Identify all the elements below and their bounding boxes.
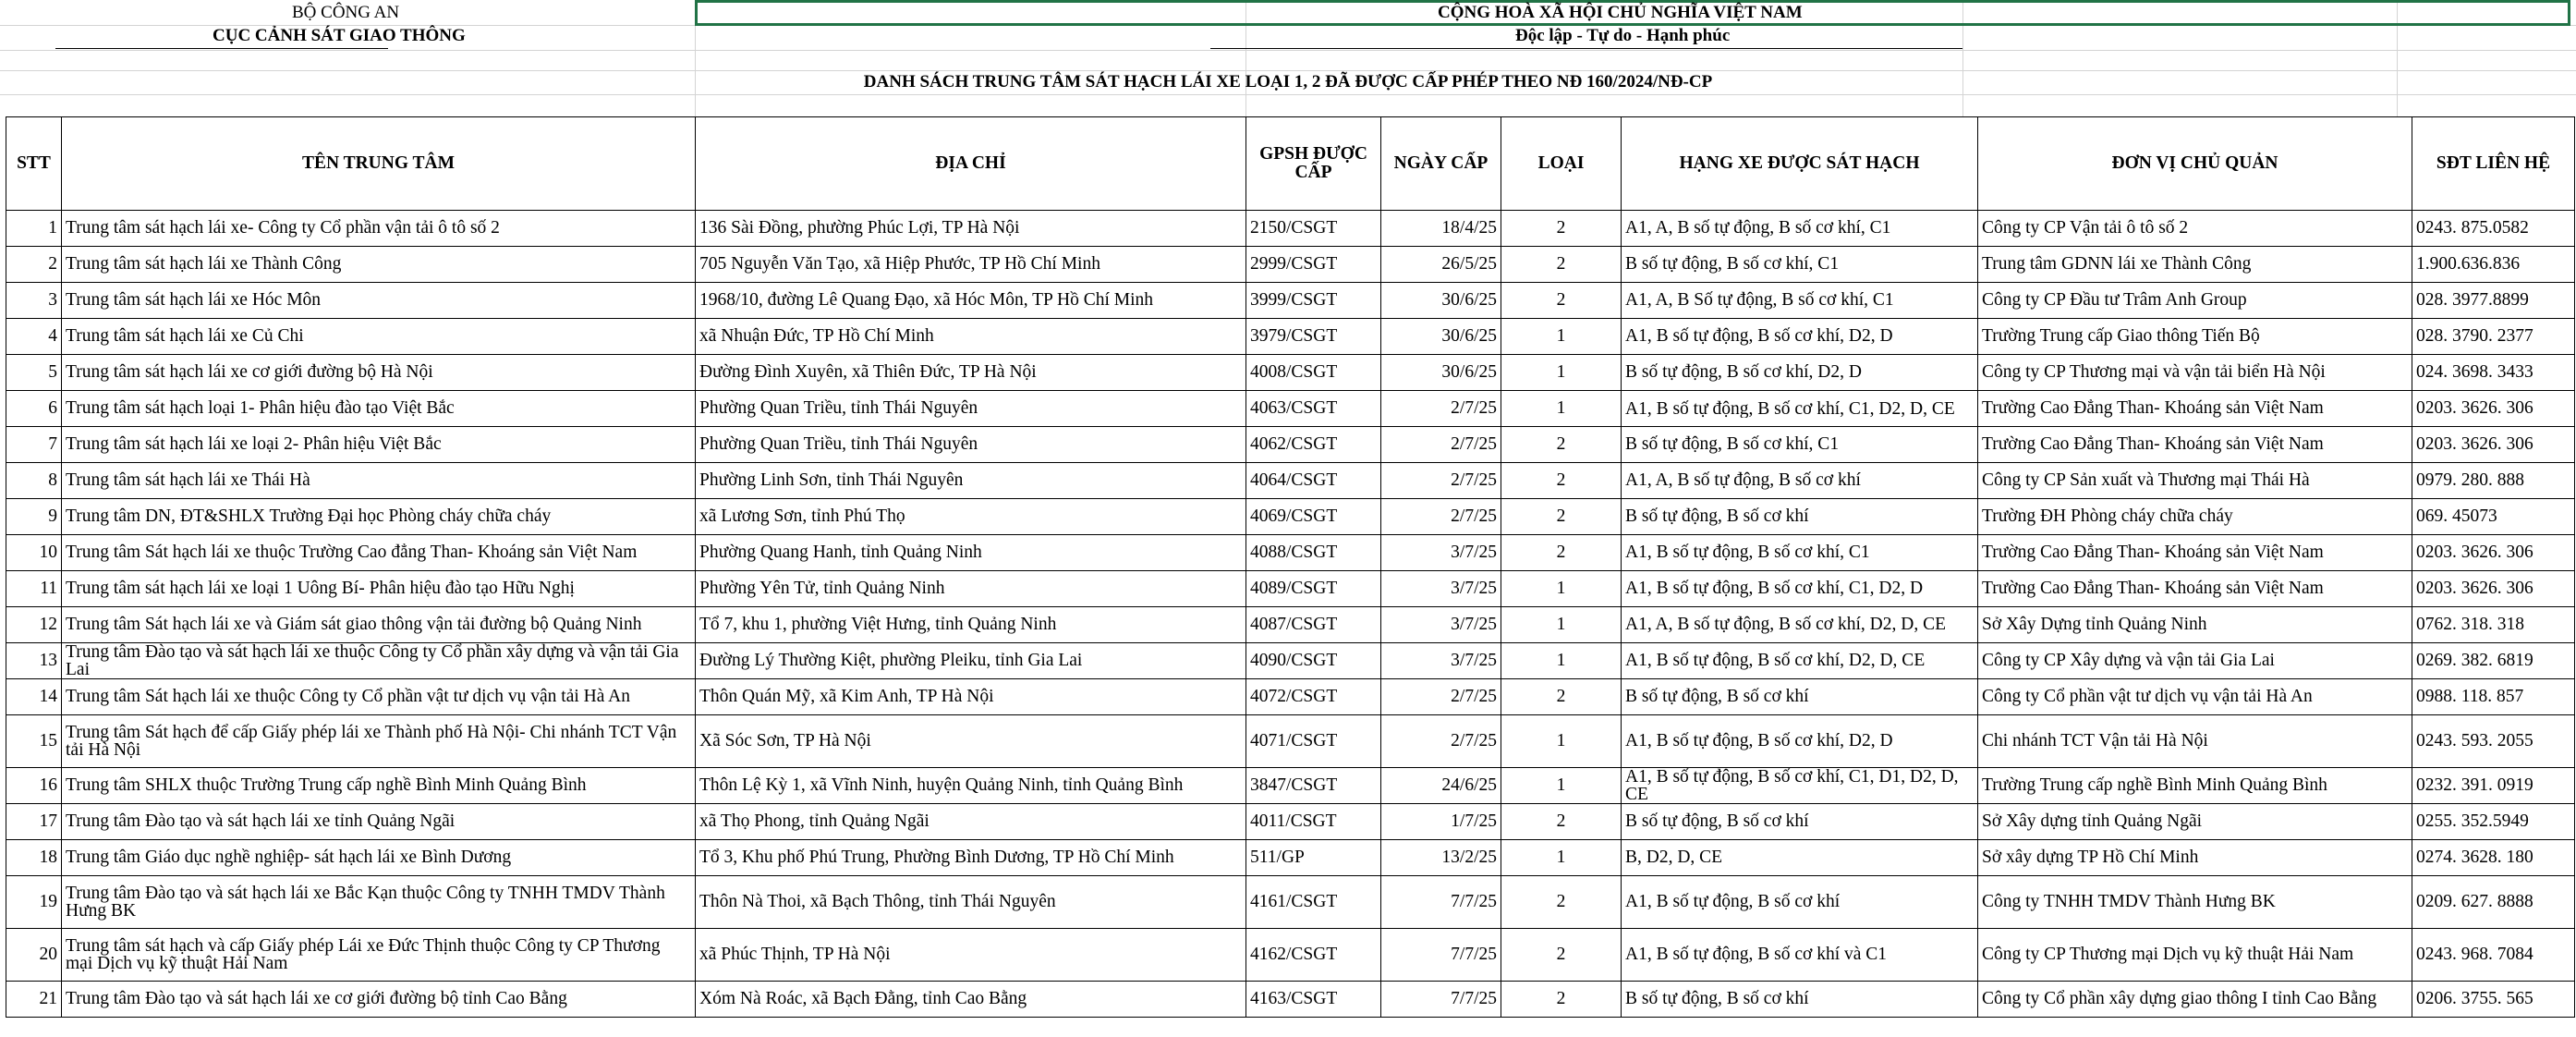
cell-address[interactable]: Thôn Nà Thoi, xã Bạch Thông, tỉnh Thái Nguyên [696, 876, 1246, 929]
cell-stt[interactable]: 16 [6, 768, 62, 804]
cell-type[interactable]: 2 [1501, 929, 1622, 982]
cell-name[interactable]: Trung tâm sát hạch lái xe loại 2- Phân hiệu Việt Bắc [62, 427, 696, 463]
cell-classes[interactable]: B số tự động, B số cơ khí [1622, 679, 1978, 715]
cell-permit[interactable]: 4008/CSGT [1246, 355, 1381, 391]
cell-name[interactable]: Trung tâm Sát hạch lái xe thuộc Công ty Cổ phần vật tư dịch vụ vận tải Hà An [62, 679, 696, 715]
cell-date[interactable]: 30/6/25 [1381, 355, 1501, 391]
cell-classes[interactable] [1622, 391, 1978, 427]
department-underline [55, 48, 388, 49]
cell-address[interactable]: xã Phúc Thịnh, TP Hà Nội [696, 929, 1246, 982]
cell-stt[interactable]: 5 [6, 355, 62, 391]
cell-address[interactable]: Xóm Nà Roác, xã Bạch Đằng, tỉnh Cao Bằng [696, 982, 1246, 1018]
cell-permit[interactable]: 4163/CSGT [1246, 982, 1381, 1018]
cell-phone[interactable]: 1.900.636.836 [2412, 247, 2575, 283]
cell-owner[interactable]: Chi nhánh TCT Vận tải Hà Nội [1978, 715, 2412, 768]
table-row [6, 211, 2575, 247]
cell-type[interactable]: 2 [1501, 982, 1622, 1018]
cell-address[interactable]: 1968/10, đường Lê Quang Đạo, xã Hóc Môn, TP Hồ Chí Minh [696, 283, 1246, 319]
document-title: DANH SÁCH TRUNG TÂM SÁT HẠCH LÁI XE LOẠI 1, 2 ĐÃ ĐƯỢC CẤP PHÉP THEO NĐ 160/2024/NĐ-CP [863, 72, 1713, 92]
cell-classes[interactable]: A1, B số tự động, B số cơ khí, D2, D, CE [1622, 643, 1978, 679]
cell-phone[interactable]: 0243. 968. 7084 [2412, 929, 2575, 982]
col-stt[interactable]: STT [6, 117, 62, 211]
cell-type[interactable]: 2 [1501, 499, 1622, 535]
cell-address[interactable]: Đường Đình Xuyên, xã Thiên Đức, TP Hà Nội [696, 355, 1246, 391]
cell-permit[interactable]: 4087/CSGT [1246, 607, 1381, 643]
cell-owner[interactable]: Công ty CP Thương mại và vận tải biển Hà Nội [1978, 355, 2412, 391]
cell-classes-text: A1, B số tự động, B số cơ khí, C1, D1, D2, D, CE [1625, 768, 1959, 803]
cell-phone[interactable]: 0274. 3628. 180 [2412, 840, 2575, 876]
cell-type[interactable]: 2 [1501, 535, 1622, 571]
table-row [6, 499, 2575, 535]
cell-owner[interactable]: Công ty CP Đầu tư Trâm Anh Group [1978, 283, 2412, 319]
ministry-name: BỘ CÔNG AN [292, 3, 400, 22]
col-name[interactable]: TÊN TRUNG TÂM [62, 117, 696, 211]
cell-classes[interactable]: A1, B số tự động, B số cơ khí, C1, D2, D [1622, 571, 1978, 607]
cell-owner[interactable]: Công ty CP Vận tải ô tô số 2 [1978, 211, 2412, 247]
cell-address[interactable]: Tổ 3, Khu phố Phú Trung, Phường Bình Dương, TP Hồ Chí Minh [696, 840, 1246, 876]
table-row [6, 643, 2575, 679]
cell-phone[interactable]: 069. 45073 [2412, 499, 2575, 535]
cell-permit[interactable]: 4072/CSGT [1246, 679, 1381, 715]
cell-owner[interactable]: Trường Cao Đẳng Than- Khoáng sản Việt Nam [1978, 427, 2412, 463]
cell-date[interactable]: 30/6/25 [1381, 319, 1501, 355]
cell-permit[interactable]: 3999/CSGT [1246, 283, 1381, 319]
cell-stt[interactable]: 19 [6, 876, 62, 929]
cell-name[interactable]: Trung tâm sát hạch loại 1- Phân hiệu đào tạo Việt Bắc [62, 391, 696, 427]
cell-date[interactable]: 2/7/25 [1381, 391, 1501, 427]
cell-phone[interactable]: 028. 3977.8899 [2412, 283, 2575, 319]
cell-classes[interactable]: B số tự động, B số cơ khí [1622, 982, 1978, 1018]
cell-owner[interactable]: Sở xây dựng TP Hồ Chí Minh [1978, 840, 2412, 876]
cell-stt[interactable]: 14 [6, 679, 62, 715]
cell-permit[interactable]: 4089/CSGT [1246, 571, 1381, 607]
cell-date[interactable]: 2/7/25 [1381, 679, 1501, 715]
cell-permit[interactable]: 4088/CSGT [1246, 535, 1381, 571]
cell-type[interactable]: 2 [1501, 679, 1622, 715]
cell-address[interactable]: Phường Quan Triều, tỉnh Thái Nguyên [696, 391, 1246, 427]
cell-name[interactable]: Trung tâm Đào tạo và sát hạch lái xe tỉnh Quảng Ngãi [62, 804, 696, 840]
cell-owner[interactable]: Trường ĐH Phòng cháy chữa cháy [1978, 499, 2412, 535]
table-row [6, 535, 2575, 571]
cell-phone[interactable]: 0269. 382. 6819 [2412, 643, 2575, 679]
cell-phone[interactable]: 0762. 318. 318 [2412, 607, 2575, 643]
cell-stt[interactable]: 13 [6, 643, 62, 679]
cell-classes[interactable]: B số tự động, B số cơ khí, D2, D [1622, 355, 1978, 391]
cell-classes[interactable]: A1, A, B số tự động, B số cơ khí, C1 [1622, 211, 1978, 247]
cell-classes[interactable]: B, D2, D, CE [1622, 840, 1978, 876]
cell-stt[interactable]: 2 [6, 247, 62, 283]
cell-classes[interactable] [1622, 768, 1978, 804]
cell-classes[interactable]: B số tự động, B số cơ khí, C1 [1622, 247, 1978, 283]
cell-stt[interactable]: 11 [6, 571, 62, 607]
cell-address[interactable]: xã Lương Sơn, tỉnh Phú Thọ [696, 499, 1246, 535]
cell-stt[interactable]: 8 [6, 463, 62, 499]
table-row [6, 876, 2575, 929]
cell-type[interactable]: 1 [1501, 571, 1622, 607]
cell-type[interactable]: 2 [1501, 876, 1622, 929]
cell-permit[interactable]: 4062/CSGT [1246, 427, 1381, 463]
table-row [6, 571, 2575, 607]
cell-phone[interactable]: 0243. 593. 2055 [2412, 715, 2575, 768]
cell-address[interactable]: Phường Quan Triều, tỉnh Thái Nguyên [696, 427, 1246, 463]
cell-permit[interactable]: 4090/CSGT [1246, 643, 1381, 679]
cell-stt[interactable]: 15 [6, 715, 62, 768]
cell-permit[interactable]: 511/GP [1246, 840, 1381, 876]
cell-classes[interactable]: B số tự động, B số cơ khí [1622, 499, 1978, 535]
table-row [6, 319, 2575, 355]
cell-type[interactable]: 2 [1501, 211, 1622, 247]
cell-type[interactable]: 1 [1501, 355, 1622, 391]
cell-phone[interactable]: 0203. 3626. 306 [2412, 535, 2575, 571]
cell-date[interactable]: 30/6/25 [1381, 283, 1501, 319]
cell-owner[interactable]: Công ty Cổ phần xây dựng giao thông I tỉnh Cao Bằng [1978, 982, 2412, 1018]
cell-address[interactable]: Thôn Quán Mỹ, xã Kim Anh, TP Hà Nội [696, 679, 1246, 715]
cell-owner[interactable]: Trường Cao Đẳng Than- Khoáng sản Việt Nam [1978, 391, 2412, 427]
cell-stt[interactable]: 1 [6, 211, 62, 247]
cell-type[interactable]: 2 [1501, 463, 1622, 499]
cell-type[interactable]: 1 [1501, 319, 1622, 355]
cell-permit[interactable]: 2150/CSGT [1246, 211, 1381, 247]
cell-classes[interactable]: A1, B số tự động, B số cơ khí, D2, D [1622, 715, 1978, 768]
cell-name[interactable]: Trung tâm Đào tạo và sát hạch lái xe Bắc Kạn thuộc Công ty TNHH TMDV Thành Hưng BK [62, 876, 696, 929]
cell-phone[interactable]: 0988. 118. 857 [2412, 679, 2575, 715]
cell-type[interactable]: 1 [1501, 643, 1622, 679]
cell-owner[interactable]: Trường Cao Đẳng Than- Khoáng sản Việt Nam [1978, 571, 2412, 607]
cell-type[interactable]: 1 [1501, 607, 1622, 643]
driving-test-centers-table [6, 116, 2575, 1018]
cell-stt[interactable]: 3 [6, 283, 62, 319]
cell-type[interactable]: 1 [1501, 768, 1622, 804]
table-row [6, 463, 2575, 499]
cell-name[interactable]: Trung tâm DN, ĐT&SHLX Trường Đại học Phòng cháy chữa cháy [62, 499, 696, 535]
cell-address[interactable]: Tổ 7, khu 1, phường Việt Hưng, tỉnh Quảng Ninh [696, 607, 1246, 643]
cell-permit[interactable]: 4071/CSGT [1246, 715, 1381, 768]
cell-date[interactable]: 3/7/25 [1381, 535, 1501, 571]
cell-name[interactable]: Trung tâm Sát hạch lái xe và Giám sát giao thông vận tải đường bộ Quảng Ninh [62, 607, 696, 643]
cell-phone[interactable]: 0203. 3626. 306 [2412, 391, 2575, 427]
cell-name-text: Trung tâm Đào tạo và sát hạch lái xe thuộc Công ty Cổ phần xây dựng và vận tải Gia Lai [66, 643, 679, 678]
cell-classes-text: A1, B số tự động, B số cơ khí, C1, D2, D, CE [1625, 399, 1955, 418]
header-row [6, 117, 2575, 211]
cell-address[interactable]: Xã Sóc Sơn, TP Hà Nội [696, 715, 1246, 768]
cell-owner[interactable]: Trung tâm GDNN lái xe Thành Công [1978, 247, 2412, 283]
table-row [6, 391, 2575, 427]
cell-permit[interactable]: 3979/CSGT [1246, 319, 1381, 355]
cell-classes[interactable]: A1, B số tự động, B số cơ khí, C1 [1622, 535, 1978, 571]
cell-type[interactable]: 2 [1501, 804, 1622, 840]
cell-stt[interactable]: 18 [6, 840, 62, 876]
cell-phone[interactable]: 0979. 280. 888 [2412, 463, 2575, 499]
cell-address[interactable]: Phường Yên Tử, tỉnh Quảng Ninh [696, 571, 1246, 607]
cell-classes[interactable]: A1, B số tự động, B số cơ khí và C1 [1622, 929, 1978, 982]
cell-phone[interactable]: 0206. 3755. 565 [2412, 982, 2575, 1018]
cell-name[interactable]: Trung tâm sát hạch lái xe Thành Công [62, 247, 696, 283]
cell-address[interactable]: xã Thọ Phong, tỉnh Quảng Ngãi [696, 804, 1246, 840]
cell-address[interactable]: 705 Nguyễn Văn Tạo, xã Hiệp Phước, TP Hồ Chí Minh [696, 247, 1246, 283]
cell-phone[interactable]: 0232. 391. 0919 [2412, 768, 2575, 804]
table-row [6, 804, 2575, 840]
cell-type[interactable]: 1 [1501, 840, 1622, 876]
cell-date[interactable]: 2/7/25 [1381, 463, 1501, 499]
cell-owner[interactable]: Sở Xây Dựng tỉnh Quảng Ninh [1978, 607, 2412, 643]
cell-stt[interactable]: 4 [6, 319, 62, 355]
cell-classes[interactable]: A1, A, B số tự động, B số cơ khí, D2, D, CE [1622, 607, 1978, 643]
cell-date[interactable]: 24/6/25 [1381, 768, 1501, 804]
cell-phone[interactable]: 0203. 3626. 306 [2412, 571, 2575, 607]
cell-stt[interactable]: 21 [6, 982, 62, 1018]
cell-address[interactable]: Phường Linh Sơn, tỉnh Thái Nguyên [696, 463, 1246, 499]
cell-permit[interactable]: 3847/CSGT [1246, 768, 1381, 804]
cell-type[interactable]: 1 [1501, 715, 1622, 768]
cell-owner[interactable]: Trường Trung cấp nghề Bình Minh Quảng Bình [1978, 768, 2412, 804]
cell-name[interactable] [62, 643, 696, 679]
cell-date[interactable]: 26/5/25 [1381, 247, 1501, 283]
national-motto: Độc lập - Tự do - Hạnh phúc [1515, 26, 1731, 45]
cell-phone[interactable]: 0209. 627. 8888 [2412, 876, 2575, 929]
cell-permit[interactable]: 4161/CSGT [1246, 876, 1381, 929]
cell-date[interactable]: 13/2/25 [1381, 840, 1501, 876]
cell-classes[interactable]: A1, B số tự động, B số cơ khí, D2, D [1622, 319, 1978, 355]
cell-name[interactable]: Trung tâm sát hạch lái xe cơ giới đường bộ Hà Nội [62, 355, 696, 391]
cell-phone[interactable]: 028. 3790. 2377 [2412, 319, 2575, 355]
col-owner[interactable]: ĐƠN VỊ CHỦ QUẢN [1978, 117, 2412, 211]
cell-owner[interactable]: Công ty TNHH TMDV Thành Hưng BK [1978, 876, 2412, 929]
cell-permit[interactable]: 4162/CSGT [1246, 929, 1381, 982]
cell-classes[interactable]: A1, A, B Số tự động, B số cơ khí, C1 [1622, 283, 1978, 319]
table-row [6, 929, 2575, 982]
cell-stt[interactable]: 20 [6, 929, 62, 982]
cell-type[interactable]: 1 [1501, 391, 1622, 427]
motto-underline [1210, 48, 1962, 49]
cell-classes[interactable]: B số tự động, B số cơ khí [1622, 804, 1978, 840]
table-row [6, 840, 2575, 876]
cell-stt[interactable]: 9 [6, 499, 62, 535]
table-row [6, 982, 2575, 1018]
cell-phone[interactable]: 024. 3698. 3433 [2412, 355, 2575, 391]
cell-classes[interactable]: A1, B số tự động, B số cơ khí [1622, 876, 1978, 929]
col-type[interactable]: LOẠI [1501, 117, 1622, 211]
nation-name: CỘNG HOÀ XÃ HỘI CHỦ NGHĨA VIỆT NAM [1438, 3, 1803, 22]
cell-owner[interactable]: Sở Xây dựng tỉnh Quảng Ngãi [1978, 804, 2412, 840]
cell-date[interactable]: 7/7/25 [1381, 929, 1501, 982]
cell-address[interactable]: xã Nhuận Đức, TP Hồ Chí Minh [696, 319, 1246, 355]
cell-date[interactable]: 2/7/25 [1381, 715, 1501, 768]
cell-type[interactable]: 2 [1501, 247, 1622, 283]
cell-stt[interactable]: 17 [6, 804, 62, 840]
table-row [6, 427, 2575, 463]
cell-date[interactable]: 18/4/25 [1381, 211, 1501, 247]
cell-name[interactable]: Trung tâm Sát hạch để cấp Giấy phép lái xe Thành phố Hà Nội- Chi nhánh TCT Vận tải Hà Nội [62, 715, 696, 768]
cell-permit[interactable]: 4064/CSGT [1246, 463, 1381, 499]
cell-owner[interactable]: Trường Trung cấp Giao thông Tiến Bộ [1978, 319, 2412, 355]
cell-name[interactable]: Trung tâm sát hạch lái xe Hóc Môn [62, 283, 696, 319]
cell-date[interactable]: 7/7/25 [1381, 982, 1501, 1018]
col-address[interactable]: ĐỊA CHỈ [696, 117, 1246, 211]
cell-stt[interactable]: 7 [6, 427, 62, 463]
cell-classes[interactable]: A1, A, B số tự động, B số cơ khí [1622, 463, 1978, 499]
cell-date[interactable]: 7/7/25 [1381, 876, 1501, 929]
cell-type[interactable]: 2 [1501, 283, 1622, 319]
cell-owner[interactable]: Công ty CP Thương mại Dịch vụ kỹ thuật Hải Nam [1978, 929, 2412, 982]
table-row [6, 247, 2575, 283]
cell-owner[interactable]: Công ty CP Xây dựng và vận tải Gia Lai [1978, 643, 2412, 679]
table-row [6, 355, 2575, 391]
cell-name[interactable]: Trung tâm sát hạch và cấp Giấy phép Lái xe Đức Thịnh thuộc Công ty CP Thương mại Dịch vụ kỹ thuật Hải Nam [62, 929, 696, 982]
cell-owner[interactable]: Công ty CP Sản xuất và Thương mại Thái Hà [1978, 463, 2412, 499]
cell-name[interactable]: Trung tâm sát hạch lái xe Củ Chi [62, 319, 696, 355]
cell-date[interactable]: 1/7/25 [1381, 804, 1501, 840]
cell-permit[interactable]: 4063/CSGT [1246, 391, 1381, 427]
table-row [6, 679, 2575, 715]
col-permit[interactable]: GPSH ĐƯỢC CẤP [1246, 117, 1381, 211]
col-classes[interactable]: HẠNG XE ĐƯỢC SÁT HẠCH [1622, 117, 1978, 211]
cell-address[interactable]: 136 Sài Đồng, phường Phúc Lợi, TP Hà Nội [696, 211, 1246, 247]
cell-permit[interactable]: 4011/CSGT [1246, 804, 1381, 840]
cell-date[interactable]: 3/7/25 [1381, 571, 1501, 607]
col-phone[interactable]: SĐT LIÊN HỆ [2412, 117, 2575, 211]
cell-stt[interactable]: 6 [6, 391, 62, 427]
cell-name[interactable]: Trung tâm SHLX thuộc Trường Trung cấp nghề Bình Minh Quảng Bình [62, 768, 696, 804]
table-row [6, 283, 2575, 319]
cell-date[interactable]: 3/7/25 [1381, 607, 1501, 643]
cell-type[interactable]: 2 [1501, 427, 1622, 463]
col-date[interactable]: NGÀY CẤP [1381, 117, 1501, 211]
cell-owner[interactable]: Công ty Cổ phần vật tư dịch vụ vận tải Hà An [1978, 679, 2412, 715]
cell-phone[interactable]: 0203. 3626. 306 [2412, 427, 2575, 463]
department-name: CỤC CẢNH SÁT GIAO THÔNG [213, 26, 466, 45]
cell-classes[interactable]: B số tự động, B số cơ khí, C1 [1622, 427, 1978, 463]
table-row [6, 607, 2575, 643]
cell-name[interactable]: Trung tâm sát hạch lái xe- Công ty Cổ phần vận tải ô tô số 2 [62, 211, 696, 247]
cell-name[interactable]: Trung tâm sát hạch lái xe Thái Hà [62, 463, 696, 499]
cell-date[interactable]: 3/7/25 [1381, 643, 1501, 679]
cell-owner[interactable]: Trường Cao Đẳng Than- Khoáng sản Việt Nam [1978, 535, 2412, 571]
cell-phone[interactable]: 0243. 875.0582 [2412, 211, 2575, 247]
table-row [6, 715, 2575, 768]
cell-address[interactable]: Phường Quang Hanh, tỉnh Quảng Ninh [696, 535, 1246, 571]
cell-date[interactable]: 2/7/25 [1381, 499, 1501, 535]
cell-name[interactable]: Trung tâm Sát hạch lái xe thuộc Trường Cao đẳng Than- Khoáng sản Việt Nam [62, 535, 696, 571]
cell-stt[interactable]: 10 [6, 535, 62, 571]
cell-name[interactable]: Trung tâm sát hạch lái xe loại 1 Uông Bí- Phân hiệu đào tạo Hữu Nghị [62, 571, 696, 607]
cell-phone[interactable]: 0255. 352.5949 [2412, 804, 2575, 840]
cell-address[interactable]: Đường Lý Thường Kiệt, phường Pleiku, tỉnh Gia Lai [696, 643, 1246, 679]
cell-permit[interactable]: 4069/CSGT [1246, 499, 1381, 535]
table-row [6, 768, 2575, 804]
cell-address[interactable]: Thôn Lệ Kỳ 1, xã Vĩnh Ninh, huyện Quảng Ninh, tỉnh Quảng Bình [696, 768, 1246, 804]
cell-permit[interactable]: 2999/CSGT [1246, 247, 1381, 283]
cell-name[interactable]: Trung tâm Đào tạo và sát hạch lái xe cơ giới đường bộ tỉnh Cao Bằng [62, 982, 696, 1018]
cell-stt[interactable]: 12 [6, 607, 62, 643]
cell-date[interactable]: 2/7/25 [1381, 427, 1501, 463]
cell-name[interactable]: Trung tâm Giáo dục nghề nghiệp- sát hạch lái xe Bình Dương [62, 840, 696, 876]
